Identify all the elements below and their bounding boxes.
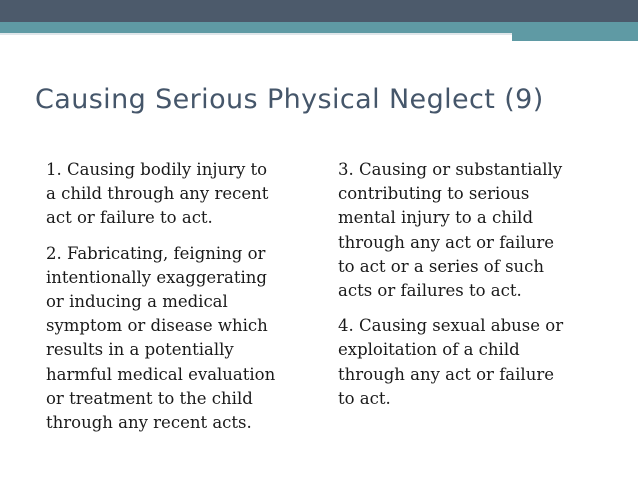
list-item-3: 3. Causing or substantially contributing to serious mental injury to a child through any act or failure to act or a series of such acts or failures to act. xyxy=(338,160,563,301)
left-column xyxy=(46,158,311,446)
header-band-teal xyxy=(0,22,638,33)
header-band-dark xyxy=(0,0,638,22)
header-accent-bar xyxy=(512,33,638,41)
right-column xyxy=(338,158,613,422)
list-item-1: 1. Causing bodily injury to a child through any recent act or failure to act. xyxy=(46,160,269,228)
list-item-4: 4. Causing sexual abuse or exploitation of a child through any act or failure to act. xyxy=(338,316,564,408)
list-item-2: 2. Fabricating, feigning or intentionally exaggerating or inducing a medical symptom or disease which results in a potentially harmful medical evaluation or treatment to the child through any recent acts. xyxy=(46,243,276,433)
slide-title: Causing Serious Physical Neglect (9) xyxy=(35,84,544,115)
